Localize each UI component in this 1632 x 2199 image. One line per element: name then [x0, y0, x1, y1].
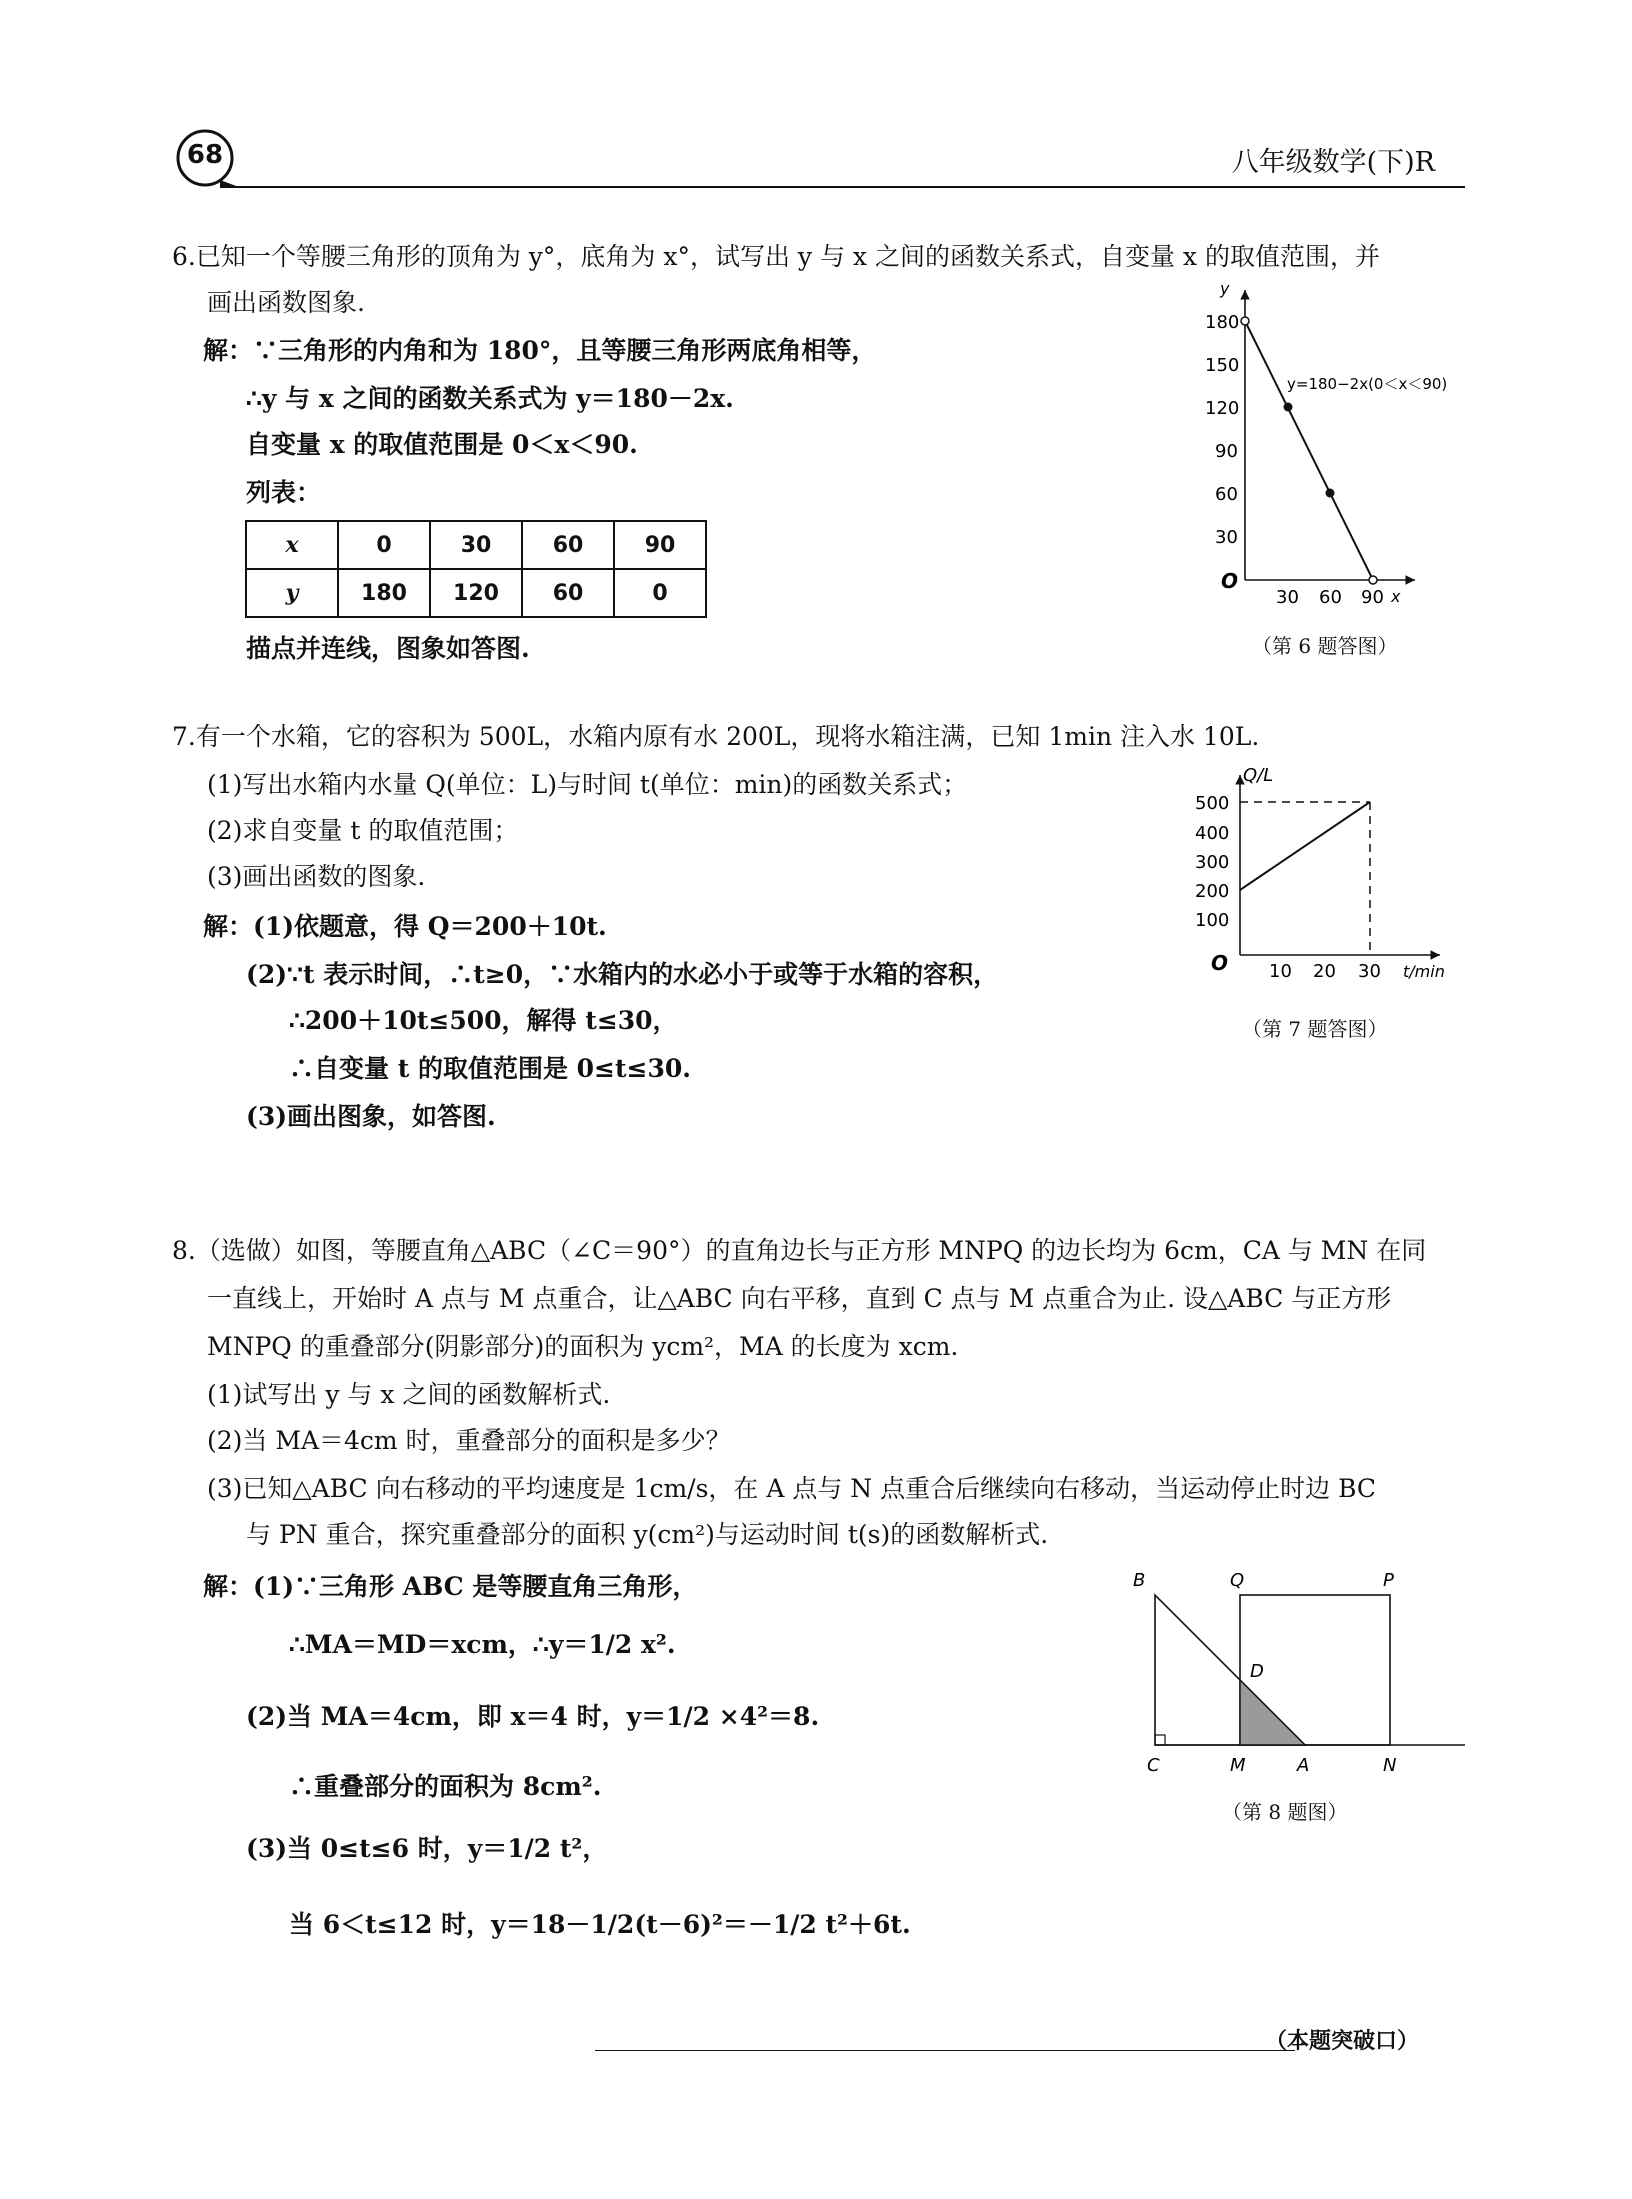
y-tick: 150 [1205, 355, 1240, 376]
problem8-solution-4: ∴重叠部分的面积为 8cm². [289, 1772, 602, 1801]
problem6-solution-1: 解：∵三角形的内角和为 180°，且等腰三角形两底角相等， [203, 336, 877, 365]
figure6-graph [1195, 280, 1465, 610]
problem6-solution-2: ∴y 与 x 之间的函数关系式为 y＝180－2x. [246, 384, 734, 413]
table-cell: 120 [430, 569, 522, 617]
table-cell: 0 [338, 521, 430, 569]
open-point-end [1369, 576, 1377, 584]
header-rule [235, 186, 1465, 188]
problem8-solution-1: 解：(1)∵三角形 ABC 是等腰直角三角形， [203, 1572, 698, 1601]
y-tick: 180 [1205, 312, 1240, 333]
problem8-solution-3: (2)当 MA＝4cm，即 x＝4 时，y＝1/2 ×4²＝8. [246, 1702, 820, 1731]
problem7-sub1: (1)写出水箱内水量 Q(单位：L)与时间 t(单位：min)的函数关系式； [207, 770, 968, 799]
y-tick: 500 [1195, 793, 1230, 814]
y-axis-label: Q/L [1243, 765, 1274, 786]
problem6-question-line1: 6.已知一个等腰三角形的顶角为 y°，底角为 x°，试写出 y 与 x 之间的函数关系式，自变量 x 的取值范围，并 [172, 242, 1380, 271]
right-angle-mark [1155, 1735, 1165, 1745]
y-tick: 90 [1215, 441, 1238, 462]
problem8-line2: 一直线上，开始时 A 点与 M 点重合，让△ABC 向右平移，直到 C 点与 M 点重合为止. 设△ABC 与正方形 [207, 1284, 1392, 1313]
point-30-120 [1284, 403, 1293, 412]
problem8-solution-6: 当 6＜t≤12 时，y＝18－1/2(t－6)²＝－1/2 t²＋6t. [289, 1910, 911, 1939]
x-tick: 30 [1276, 587, 1299, 608]
figure8-diagram [1125, 1560, 1475, 1790]
problem7-solution-1: 解：(1)依题意，得 Q＝200＋10t. [203, 912, 607, 941]
table-cell: 60 [522, 569, 614, 617]
table-cell: 0 [614, 569, 706, 617]
point-60-60 [1326, 489, 1335, 498]
x-axis-label: t/min [1403, 962, 1445, 981]
problem8-line1: 8.（选做）如图，等腰直角△ABC（∠C＝90°）的直角边长与正方形 MNPQ 的边长均为 6cm，CA 与 MN 在同 [172, 1236, 1427, 1265]
problem6-solution-4: 列表： [246, 478, 322, 507]
x-tick: 90 [1361, 587, 1384, 608]
y-tick: 120 [1205, 398, 1240, 419]
table-row [246, 521, 706, 569]
x-tick: 10 [1269, 961, 1292, 982]
point-label-a: A [1297, 1755, 1310, 1776]
page-header [165, 128, 1465, 188]
x-tick: 20 [1313, 961, 1336, 982]
point-label-c: C [1147, 1755, 1160, 1776]
function-line [1240, 802, 1370, 890]
figure7-caption: （第 7 题答图） [1242, 1017, 1388, 1041]
point-label-n: N [1383, 1755, 1397, 1776]
problem8-solution-2: ∴MA＝MD＝xcm，∴y＝1/2 x². [289, 1630, 676, 1659]
problem8-line3: MNPQ 的重叠部分(阴影部分)的面积为 ycm²，MA 的长度为 xcm. [207, 1332, 959, 1361]
origin-label: O [1211, 951, 1229, 975]
problem7-sub2: (2)求自变量 t 的取值范围； [207, 816, 519, 845]
table-cell: 30 [430, 521, 522, 569]
function-line [1245, 321, 1373, 580]
point-label-p: P [1383, 1570, 1394, 1591]
problem6-question-line2: 画出函数图象. [207, 288, 365, 317]
problem8-sub3a: (3)已知△ABC 向右移动的平均速度是 1cm/s，在 A 点与 N 点重合后继续向右移动，当运动停止时边 BC [207, 1474, 1377, 1503]
table-cell: x [246, 521, 338, 569]
problem7-solution-4: ∴自变量 t 的取值范围是 0≤t≤30. [289, 1054, 691, 1083]
x-axis-label: x [1391, 587, 1401, 606]
y-tick: 60 [1215, 484, 1238, 505]
table-row [246, 569, 706, 617]
y-tick: 100 [1195, 910, 1230, 931]
y-tick: 200 [1195, 881, 1230, 902]
problem7-solution-5: (3)画出图象，如答图. [246, 1102, 496, 1131]
y-axis-label: y [1220, 280, 1230, 298]
problem6-conclusion: 描点并连线，图象如答图. [246, 634, 530, 663]
point-label-b: B [1133, 1570, 1146, 1591]
problem8-solution-5: (3)当 0≤t≤6 时，y＝1/2 t²， [246, 1834, 608, 1863]
y-tick: 30 [1215, 527, 1238, 548]
page-number: 68 [186, 140, 224, 170]
problem7-question: 7.有一个水箱，它的容积为 500L，水箱内原有水 200L，现将水箱注满，已知 1min 注入水 10L. [172, 722, 1260, 751]
table-cell: y [246, 569, 338, 617]
problem7-sub3: (3)画出函数的图象. [207, 862, 426, 891]
origin-label: O [1221, 569, 1239, 593]
point-label-q: Q [1230, 1570, 1245, 1591]
figure8-caption: （第 8 题图） [1222, 1800, 1348, 1824]
problem8-sub3b: 与 PN 重合，探究重叠部分的面积 y(cm²)与运动时间 t(s)的函数解析式. [246, 1520, 1049, 1549]
problem8-sub2: (2)当 MA＝4cm 时，重叠部分的面积是多少？ [207, 1426, 731, 1455]
problem6-solution-3: 自变量 x 的取值范围是 0＜x＜90. [246, 430, 638, 459]
shaded-overlap [1240, 1680, 1305, 1745]
problem8-sub1: (1)试写出 y 与 x 之间的函数解析式. [207, 1380, 611, 1409]
problem7-solution-3: ∴200＋10t≤500，解得 t≤30， [289, 1006, 678, 1035]
table-cell: 60 [522, 521, 614, 569]
footer-note: （本题突破口） [1265, 2028, 1420, 2054]
line-equation-label: y=180−2x(0＜x＜90) [1287, 375, 1448, 393]
point-label-d: D [1250, 1661, 1264, 1682]
x-tick: 30 [1358, 961, 1381, 982]
y-tick: 400 [1195, 823, 1230, 844]
figure7-graph [1185, 765, 1475, 985]
book-title: 八年级数学(下)R [1231, 147, 1435, 178]
y-tick: 300 [1195, 852, 1230, 873]
table-cell: 90 [614, 521, 706, 569]
footer-rule [595, 2050, 1295, 2051]
x-tick: 60 [1319, 587, 1342, 608]
point-label-m: M [1230, 1755, 1246, 1776]
open-point-start [1241, 317, 1249, 325]
figure6-caption: （第 6 题答图） [1252, 634, 1398, 658]
table-cell: 180 [338, 569, 430, 617]
problem7-solution-2: (2)∵t 表示时间，∴t≥0，∵水箱内的水必小于或等于水箱的容积， [246, 960, 999, 989]
problem6-table [245, 520, 707, 618]
